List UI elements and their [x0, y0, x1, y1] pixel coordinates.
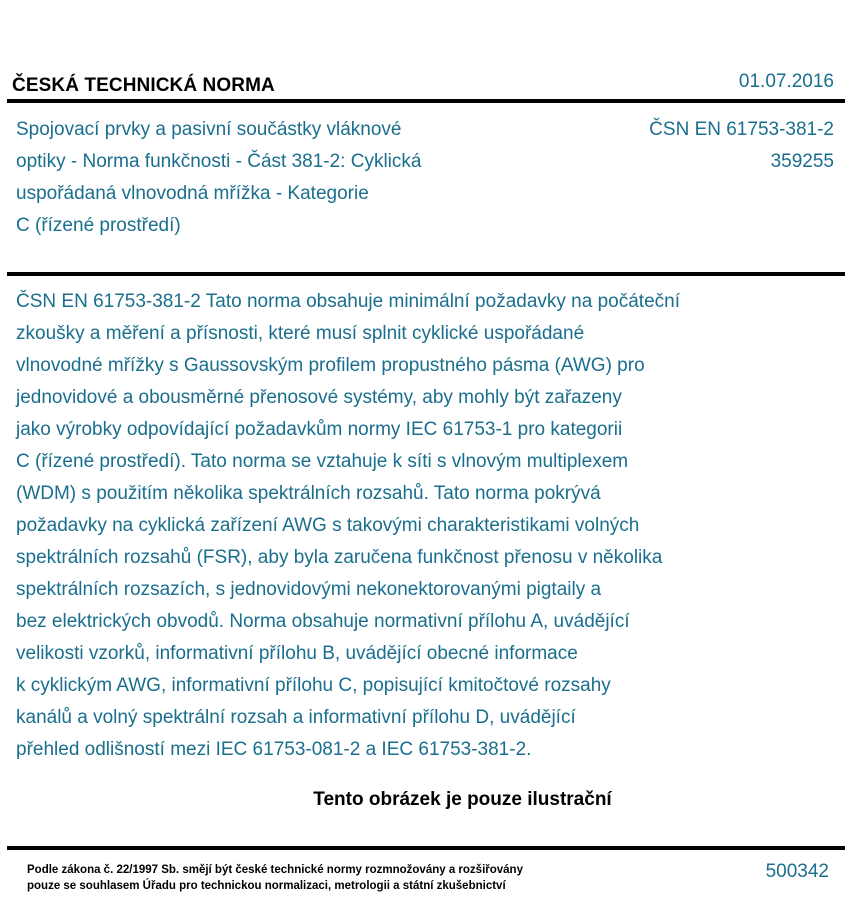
abstract-line: zkoušky a měření a přísnosti, které musí splnit cyklické uspořádané: [16, 323, 585, 344]
abstract-line: vlnovodné mřížky s Gaussovským profilem propustného pásma (AWG) pro: [16, 355, 645, 376]
abstract-text: [16, 286, 786, 766]
legal-notice: [27, 862, 523, 894]
legal-notice-line: Podle zákona č. 22/1997 Sb. smějí být české technické normy rozmnožovány a rozšiřovány: [27, 864, 523, 876]
illustration-notice: Tento obrázek je pouze ilustrační: [313, 789, 612, 810]
abstract-line: přehled odlišností mezi IEC 61753-081-2 a IEC 61753-381-2.: [16, 739, 532, 760]
abstract-line: jako výrobky odpovídající požadavkům normy IEC 61753-1 pro kategorii: [16, 419, 623, 440]
legal-notice-line: pouze se souhlasem Úřadu pro technickou normalizaci, metrologii a státní zkušebnictví: [27, 880, 506, 892]
standard-title-line: optiky - Norma funkčnosti - Část 381-2: Cyklická: [16, 151, 422, 172]
divider-bottom: [7, 846, 845, 850]
abstract-line: spektrálních rozsazích, s jednovidovými nekonektorovanými pigtaily a: [16, 579, 602, 600]
abstract-line: k cyklickým AWG, informativní přílohu C, popisující kmitočtové rozsahy: [16, 675, 611, 696]
abstract-line: spektrálních rozsahů (FSR), aby byla zaručena funkčnost přenosu v několika: [16, 547, 663, 568]
catalog-code: 500342: [765, 861, 829, 882]
publication-date: 01.07.2016: [738, 71, 834, 92]
standard-title: [16, 114, 536, 242]
abstract-line: kanálů a volný spektrální rozsah a informativní přílohu D, uvádějící: [16, 707, 576, 728]
abstract-line: (WDM) s použitím několika spektrálních rozsahů. Tato norma pokrývá: [16, 483, 601, 504]
divider-middle: [7, 272, 845, 276]
abstract-line: C (řízené prostředí). Tato norma se vztahuje k síti s vlnovým multiplexem: [16, 451, 629, 472]
standard-title-line: C (řízené prostředí): [16, 215, 181, 236]
standard-title-line: uspořádaná vlnovodná mřížka - Kategorie: [16, 183, 369, 204]
abstract-line: ČSN EN 61753-381-2 Tato norma obsahuje minimální požadavky na počáteční: [16, 291, 680, 312]
abstract-line: požadavky na cyklická zařízení AWG s takovými charakteristikami volných: [16, 515, 640, 536]
standard-title-line: Spojovací prvky a pasivní součástky vláknové: [16, 119, 402, 140]
abstract-line: velikosti vzorků, informativní přílohu B, uvádějící obecné informace: [16, 643, 578, 664]
divider-top: [7, 99, 845, 103]
standard-identifiers: [649, 114, 834, 178]
abstract-line: jednovidové a obousměrné přenosové systémy, aby mohly být zařazeny: [16, 387, 622, 408]
document-heading: ČESKÁ TECHNICKÁ NORMA: [12, 75, 275, 96]
classification-number: 359255: [770, 151, 834, 172]
abstract-line: bez elektrických obvodů. Norma obsahuje normativní přílohu A, uvádějící: [16, 611, 630, 632]
standard-designation: ČSN EN 61753-381-2: [649, 119, 834, 140]
